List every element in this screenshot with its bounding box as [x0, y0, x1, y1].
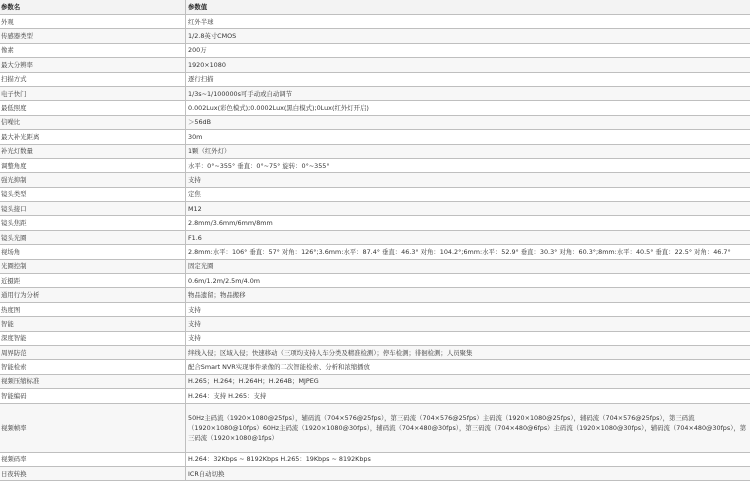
- param-value-cell: H.264：支持 H.265：支持: [186, 389, 750, 403]
- table-row: [0, 86, 750, 100]
- param-value-cell: 1颗（红外灯）: [186, 144, 750, 158]
- param-name-cell: 电子快门: [0, 86, 186, 100]
- param-value-cell: H.265；H.264；H.264H；H.264B；MJPEG: [186, 374, 750, 388]
- table-row: [0, 389, 750, 403]
- param-value-cell: H.264：32Kbps ~ 8192Kbps H.265：19Kbps ~ 8192Kbps: [186, 452, 750, 466]
- table-row: [0, 374, 750, 388]
- table-row: [0, 302, 750, 316]
- param-name-cell: 强光抑制: [0, 173, 186, 187]
- table-row: [0, 259, 750, 273]
- table-row: [0, 452, 750, 466]
- table-row: [0, 403, 750, 452]
- param-name-cell: 最低照度: [0, 101, 186, 115]
- param-name-cell: 外观: [0, 15, 186, 29]
- param-value-cell: 支持: [186, 317, 750, 331]
- table-row: [0, 216, 750, 230]
- param-name-cell: 热度图: [0, 302, 186, 316]
- table-row: [0, 173, 750, 187]
- param-value-cell: 绊线入侵；区域入侵；快速移动（三项均支持人车分类及精准检测）；停车检测；徘徊检测；人员聚集: [186, 345, 750, 359]
- param-name-cell: 光圈控制: [0, 259, 186, 273]
- param-value-cell: 支持: [186, 302, 750, 316]
- param-value-cell: 0.6m/1.2m/2.5m/4.0m: [186, 274, 750, 288]
- param-value-cell: 50Hz主码流（1920×1080@25fps），辅码流（704×576@25fps），第三码流（704×576@25fps）主码流（1920×1080@25fps），辅码流（704×576@25fps），第三码流（1920×1080@10fps）60Hz主码流（1920×1080@30fps），辅码流（704×480@30fps），第三码流（704×480@6fps）主码流（1920×1080@30fps），辅码流（704×480@30fps），第三码流（1920×1080@1fps）: [186, 403, 750, 452]
- table-row: [0, 158, 750, 172]
- param-name-cell: 镜头类型: [0, 187, 186, 201]
- param-name-cell: 视频压缩标准: [0, 374, 186, 388]
- table-row: [0, 187, 750, 201]
- param-value-cell: 1/2.8英寸CMOS: [186, 29, 750, 43]
- table-row: [0, 202, 750, 216]
- param-name-cell: 镜头焦距: [0, 216, 186, 230]
- param-name-cell: 深度智能: [0, 331, 186, 345]
- param-value-cell: F1.6: [186, 230, 750, 244]
- param-value-cell: 红外半球: [186, 15, 750, 29]
- param-name-cell: 通用行为分析: [0, 288, 186, 302]
- param-name-cell: 近摄距: [0, 274, 186, 288]
- param-name-cell: 智能: [0, 317, 186, 331]
- param-name-cell: 最大补光距离: [0, 130, 186, 144]
- param-name-cell: 智能检索: [0, 360, 186, 374]
- param-name-cell: 传感器类型: [0, 29, 186, 43]
- table-row: [0, 274, 750, 288]
- header-param-name: 参数名: [0, 0, 186, 15]
- table-row: [0, 345, 750, 359]
- table-row: [0, 317, 750, 331]
- param-value-cell: 2.8mm/3.6mm/6mm/8mm: [186, 216, 750, 230]
- param-name-cell: 视场角: [0, 245, 186, 259]
- param-value-cell: 0.002Lux(彩色模式);0.0002Lux(黑白模式);0Lux(红外灯开启): [186, 101, 750, 115]
- param-value-cell: 配合Smart NVR实现事件录像的二次智能检索、分析和浓缩播放: [186, 360, 750, 374]
- table-row: [0, 360, 750, 374]
- param-value-cell: M12: [186, 202, 750, 216]
- param-name-cell: 信噪比: [0, 115, 186, 129]
- param-name-cell: 视频帧率: [0, 403, 186, 452]
- table-row: [0, 331, 750, 345]
- param-value-cell: 30m: [186, 130, 750, 144]
- param-value-cell: ＞56dB: [186, 115, 750, 129]
- param-name-cell: 日夜转换: [0, 466, 186, 480]
- param-name-cell: 补光灯数量: [0, 144, 186, 158]
- table-row: [0, 15, 750, 29]
- table-row: [0, 245, 750, 259]
- param-value-cell: 水平：0°~355° 垂直：0°~75° 旋转：0°~355°: [186, 158, 750, 172]
- table-row: [0, 43, 750, 57]
- param-value-cell: 固定光圈: [186, 259, 750, 273]
- param-name-cell: 扫描方式: [0, 72, 186, 86]
- table-row: [0, 288, 750, 302]
- table-row: [0, 29, 750, 43]
- param-value-cell: 支持: [186, 331, 750, 345]
- table-row: [0, 58, 750, 72]
- table-row: [0, 230, 750, 244]
- param-name-cell: 像素: [0, 43, 186, 57]
- param-name-cell: 镜头接口: [0, 202, 186, 216]
- param-name-cell: 镜头光圈: [0, 230, 186, 244]
- param-value-cell: 200万: [186, 43, 750, 57]
- param-value-cell: 1/3s~1/100000s可手动或自动调节: [186, 86, 750, 100]
- header-param-value: 参数值: [186, 0, 750, 15]
- table-row: [0, 115, 750, 129]
- table-row: [0, 144, 750, 158]
- param-value-cell: 支持: [186, 173, 750, 187]
- param-value-cell: 定焦: [186, 187, 750, 201]
- param-value-cell: 2.8mm:水平：106° 垂直：57° 对角：126°;3.6mm:水平：87.4° 垂直：46.3° 对角：104.2°;6mm:水平：52.9° 垂直：30.3° 对角：60.3°;8mm:水平：40.5° 垂直：22.5° 对角：46.7°: [186, 245, 750, 259]
- param-name-cell: 周界防范: [0, 345, 186, 359]
- param-value-cell: 物品遗留；物品搬移: [186, 288, 750, 302]
- table-row: [0, 101, 750, 115]
- param-value-cell: 逐行扫描: [186, 72, 750, 86]
- param-name-cell: 调整角度: [0, 158, 186, 172]
- table-header-row: [0, 0, 750, 15]
- table-row: [0, 72, 750, 86]
- param-name-cell: 智能编码: [0, 389, 186, 403]
- param-value-cell: 1920×1080: [186, 58, 750, 72]
- param-name-cell: 视频码率: [0, 452, 186, 466]
- param-value-cell: ICR自动切换: [186, 466, 750, 480]
- param-name-cell: 最大分辨率: [0, 58, 186, 72]
- table-row: [0, 130, 750, 144]
